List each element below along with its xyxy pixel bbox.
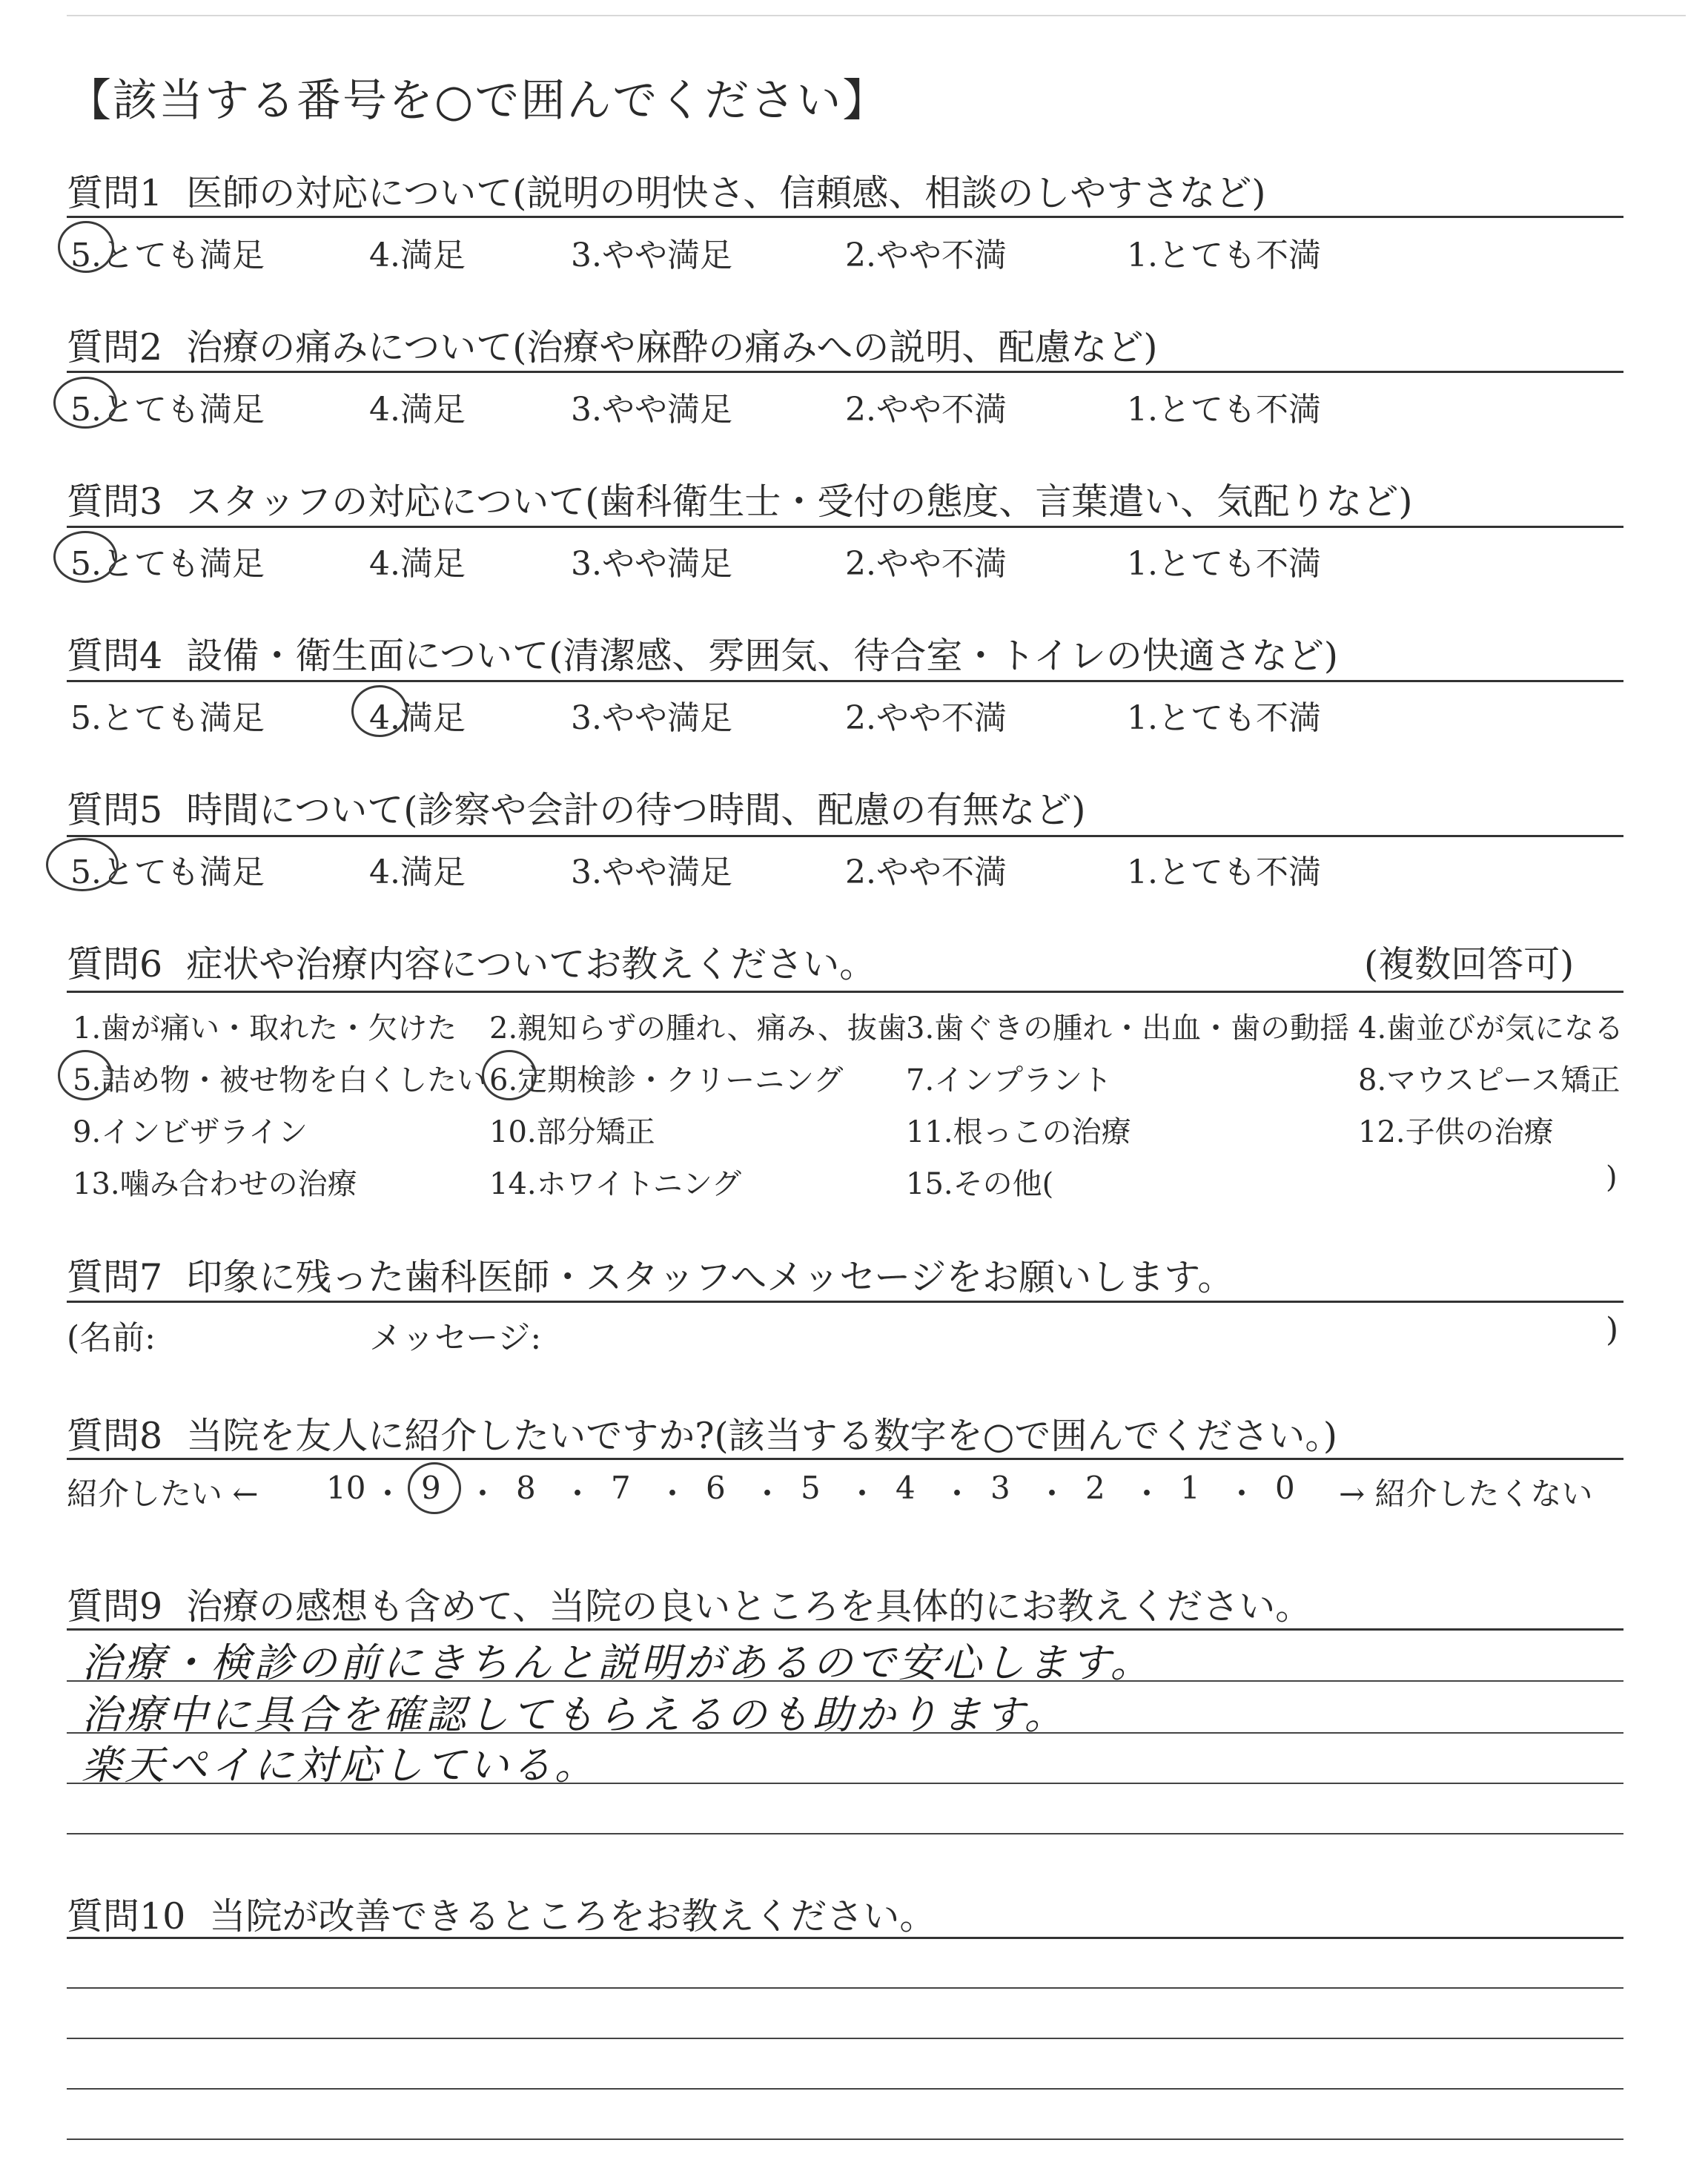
q2-option-3[interactable]: 3.やや満足 (571, 391, 732, 429)
q8-scale-5[interactable]: 5 (801, 1470, 821, 1506)
question-4-number: 質問4 (67, 635, 163, 677)
q6-item-6-selection-circle (482, 1050, 537, 1100)
q5-option-2[interactable]: 2.やや不満 (845, 853, 1007, 891)
q8-left-label: 紹介したい ← (67, 1476, 259, 1512)
question-6-number: 質問6 (67, 943, 163, 985)
question-7-text: 印象に残った歯科医師・スタッフへメッセージをお願いします。 (186, 1256, 1234, 1298)
question-8-number: 質問8 (67, 1415, 163, 1457)
q7-name-label: (名前: (67, 1319, 156, 1357)
question-3-text: スタッフの対応について(歯科衛生士・受付の態度、言葉遣い、気配りなど) (186, 480, 1413, 523)
q2-selection-circle (53, 377, 117, 429)
q8-scale-0[interactable]: 0 (1275, 1470, 1295, 1506)
q6-item-5-selection-circle (58, 1050, 113, 1100)
question-1 (67, 165, 1265, 217)
q5-option-3[interactable]: 3.やや満足 (571, 853, 732, 891)
q8-scale-9[interactable]: 9 (421, 1470, 441, 1506)
q10-writing-line-3 (67, 2088, 1623, 2090)
q6-item-6[interactable]: 6.定期検診・クリーニング (489, 1063, 844, 1097)
q3-selection-circle (53, 531, 117, 583)
q1-option-5[interactable]: 5.とても満足 (70, 237, 265, 274)
question-1-rule (67, 216, 1623, 218)
question-7-number: 質問7 (67, 1256, 163, 1298)
q8-scale-3[interactable]: 3 (990, 1470, 1010, 1506)
q6-item-4[interactable]: 4.歯並びが気になる (1358, 1011, 1624, 1046)
q8-scale-7[interactable]: 7 (611, 1470, 631, 1506)
q3-option-1[interactable]: 1.とても不満 (1127, 545, 1321, 583)
q6-item-15[interactable]: 15.その他( (906, 1167, 1054, 1201)
q5-option-5[interactable]: 5.とても満足 (70, 853, 265, 891)
q7-message-label: メッセージ: (369, 1319, 542, 1357)
q8-scale-8[interactable]: 8 (516, 1470, 536, 1506)
q8-scale-1[interactable]: 1 (1180, 1470, 1200, 1506)
q8-scale-6[interactable]: 6 (706, 1470, 726, 1506)
q5-option-4[interactable]: 4.満足 (369, 853, 466, 891)
q1-option-1[interactable]: 1.とても不満 (1127, 237, 1321, 274)
q8-scale-dot: ・ (562, 1476, 594, 1512)
q8-scale-dot: ・ (1226, 1476, 1258, 1512)
q6-item-3[interactable]: 3.歯ぐきの腫れ・出血・歯の動揺 (906, 1011, 1350, 1046)
question-7 (67, 1249, 1234, 1301)
q10-writing-line-2 (67, 2038, 1623, 2039)
q6-item-9[interactable]: 9.インビザライン (73, 1115, 308, 1149)
question-8 (67, 1407, 1337, 1459)
q6-item-14[interactable]: 14.ホワイトニング (489, 1167, 742, 1201)
q3-option-5[interactable]: 5.とても満足 (70, 545, 265, 583)
q6-item-13[interactable]: 13.噛み合わせの治療 (73, 1167, 357, 1201)
q8-scale-dot: ・ (657, 1476, 689, 1512)
q10-writing-line-4 (67, 2138, 1623, 2140)
question-6-multiple-note: (複数回答可) (1364, 943, 1575, 985)
q4-option-1[interactable]: 1.とても不満 (1127, 699, 1321, 737)
q9-answer-line-3: 楽天ペイに対応している。 (82, 1742, 598, 1789)
q4-option-5[interactable]: 5.とても満足 (70, 699, 265, 737)
q6-item-12[interactable]: 12.子供の治療 (1358, 1115, 1554, 1149)
q5-selection-circle (46, 838, 119, 891)
q6-item-5[interactable]: 5.詰め物・被せ物を白くしたい (73, 1063, 487, 1097)
q4-selection-circle (351, 685, 408, 737)
question-4-text: 設備・衛生面について(清潔感、雰囲気、待合室・トイレの快適さなど) (186, 635, 1338, 677)
q2-option-4[interactable]: 4.満足 (369, 391, 466, 429)
question-6 (67, 936, 875, 988)
question-9-rule (67, 1628, 1623, 1631)
q8-scale-10[interactable]: 10 (326, 1470, 366, 1506)
q8-scale-dot: ・ (941, 1476, 973, 1512)
q6-item-8[interactable]: 8.マウスピース矯正 (1358, 1063, 1621, 1097)
question-9-text: 治療の感想も含めて、当院の良いところを具体的にお教えください。 (186, 1585, 1312, 1628)
question-5-number: 質問5 (67, 789, 163, 831)
q8-scale-dot: ・ (467, 1476, 499, 1512)
q10-writing-line-1 (67, 1987, 1623, 1989)
question-8-rule (67, 1458, 1623, 1460)
q2-option-1[interactable]: 1.とても不満 (1127, 391, 1321, 429)
q2-option-5[interactable]: 5.とても満足 (70, 391, 265, 429)
q4-option-2[interactable]: 2.やや不満 (845, 699, 1007, 737)
question-8-text: 当院を友人に紹介したいですか?(該当する数字を○で囲んでください。) (186, 1415, 1337, 1457)
question-2-number: 質問2 (67, 326, 163, 369)
q1-selection-circle (58, 221, 114, 273)
q9-writing-line-3 (67, 1783, 1623, 1784)
q1-option-2[interactable]: 2.やや不満 (845, 237, 1007, 274)
question-10-text: 当院が改善できるところをお教えください。 (209, 1895, 936, 1938)
q8-scale-dot: ・ (1131, 1476, 1163, 1512)
question-2 (67, 319, 1157, 371)
q2-option-2[interactable]: 2.やや不満 (845, 391, 1007, 429)
q4-option-4[interactable]: 4.満足 (369, 699, 466, 737)
q8-scale-dot: ・ (1036, 1476, 1068, 1512)
q8-scale-4[interactable]: 4 (896, 1470, 916, 1506)
instruction-header: 【該当する番号を○で囲んでください】 (67, 75, 889, 127)
question-1-text: 医師の対応について(説明の明快さ、信頼感、相談のしやすさなど) (186, 172, 1266, 214)
q6-item-7[interactable]: 7.インプラント (906, 1063, 1113, 1097)
top-border (67, 15, 1686, 16)
question-10-rule (67, 1937, 1623, 1939)
q1-option-3[interactable]: 3.やや満足 (571, 237, 732, 274)
q8-selection-circle (408, 1462, 461, 1514)
question-6-rule (67, 991, 1623, 993)
question-7-rule (67, 1301, 1623, 1303)
question-10-number: 質問10 (67, 1895, 186, 1938)
question-9 (67, 1578, 1311, 1630)
question-9-number: 質問9 (67, 1585, 163, 1628)
question-2-text: 治療の痛みについて(治療や麻酔の痛みへの説明、配慮など) (186, 326, 1158, 369)
q9-writing-line-1 (67, 1680, 1623, 1682)
q6-item-2[interactable]: 2.親知らずの腫れ、痛み、抜歯 (489, 1011, 907, 1046)
question-3-rule (67, 526, 1623, 528)
q5-option-1[interactable]: 1.とても不満 (1127, 853, 1321, 891)
question-2-rule (67, 371, 1623, 373)
q3-option-2[interactable]: 2.やや不満 (845, 545, 1007, 583)
q9-answer-line-1: 治療・検診の前にきちんと説明があるので安心します。 (82, 1639, 1153, 1686)
q3-option-4[interactable]: 4.満足 (369, 545, 466, 583)
q8-scale-dot: ・ (847, 1476, 878, 1512)
q8-scale-dot: ・ (372, 1476, 404, 1512)
q6-item-10[interactable]: 10.部分矯正 (489, 1115, 655, 1149)
q9-writing-line-4 (67, 1833, 1623, 1834)
q9-answer-line-2: 治療中に具合を確認してもらえるのも助かります。 (82, 1691, 1068, 1738)
question-4 (67, 627, 1338, 679)
question-3-number: 質問3 (67, 480, 163, 523)
question-5-rule (67, 835, 1623, 837)
q6-item-1[interactable]: 1.歯が痛い・取れた・欠けた (73, 1011, 457, 1046)
question-1-number: 質問1 (67, 172, 163, 214)
q8-scale-2[interactable]: 2 (1085, 1470, 1105, 1506)
q6-item-15-close: ) (1606, 1160, 1618, 1195)
question-6-text: 症状や治療内容についてお教えください。 (186, 943, 876, 985)
q7-close-paren: ) (1606, 1311, 1619, 1349)
question-10 (67, 1888, 936, 1940)
q8-right-label: → 紹介したくない (1339, 1476, 1593, 1512)
question-4-rule (67, 680, 1623, 682)
q4-option-3[interactable]: 3.やや満足 (571, 699, 732, 737)
question-5 (67, 782, 1085, 833)
q6-item-11[interactable]: 11.根っこの治療 (906, 1115, 1131, 1149)
question-5-text: 時間について(診察や会計の待つ時間、配慮の有無など) (186, 789, 1086, 831)
question-3 (67, 473, 1412, 525)
q1-option-4[interactable]: 4.満足 (369, 237, 466, 274)
q8-scale-dot: ・ (752, 1476, 784, 1512)
q3-option-3[interactable]: 3.やや満足 (571, 545, 732, 583)
